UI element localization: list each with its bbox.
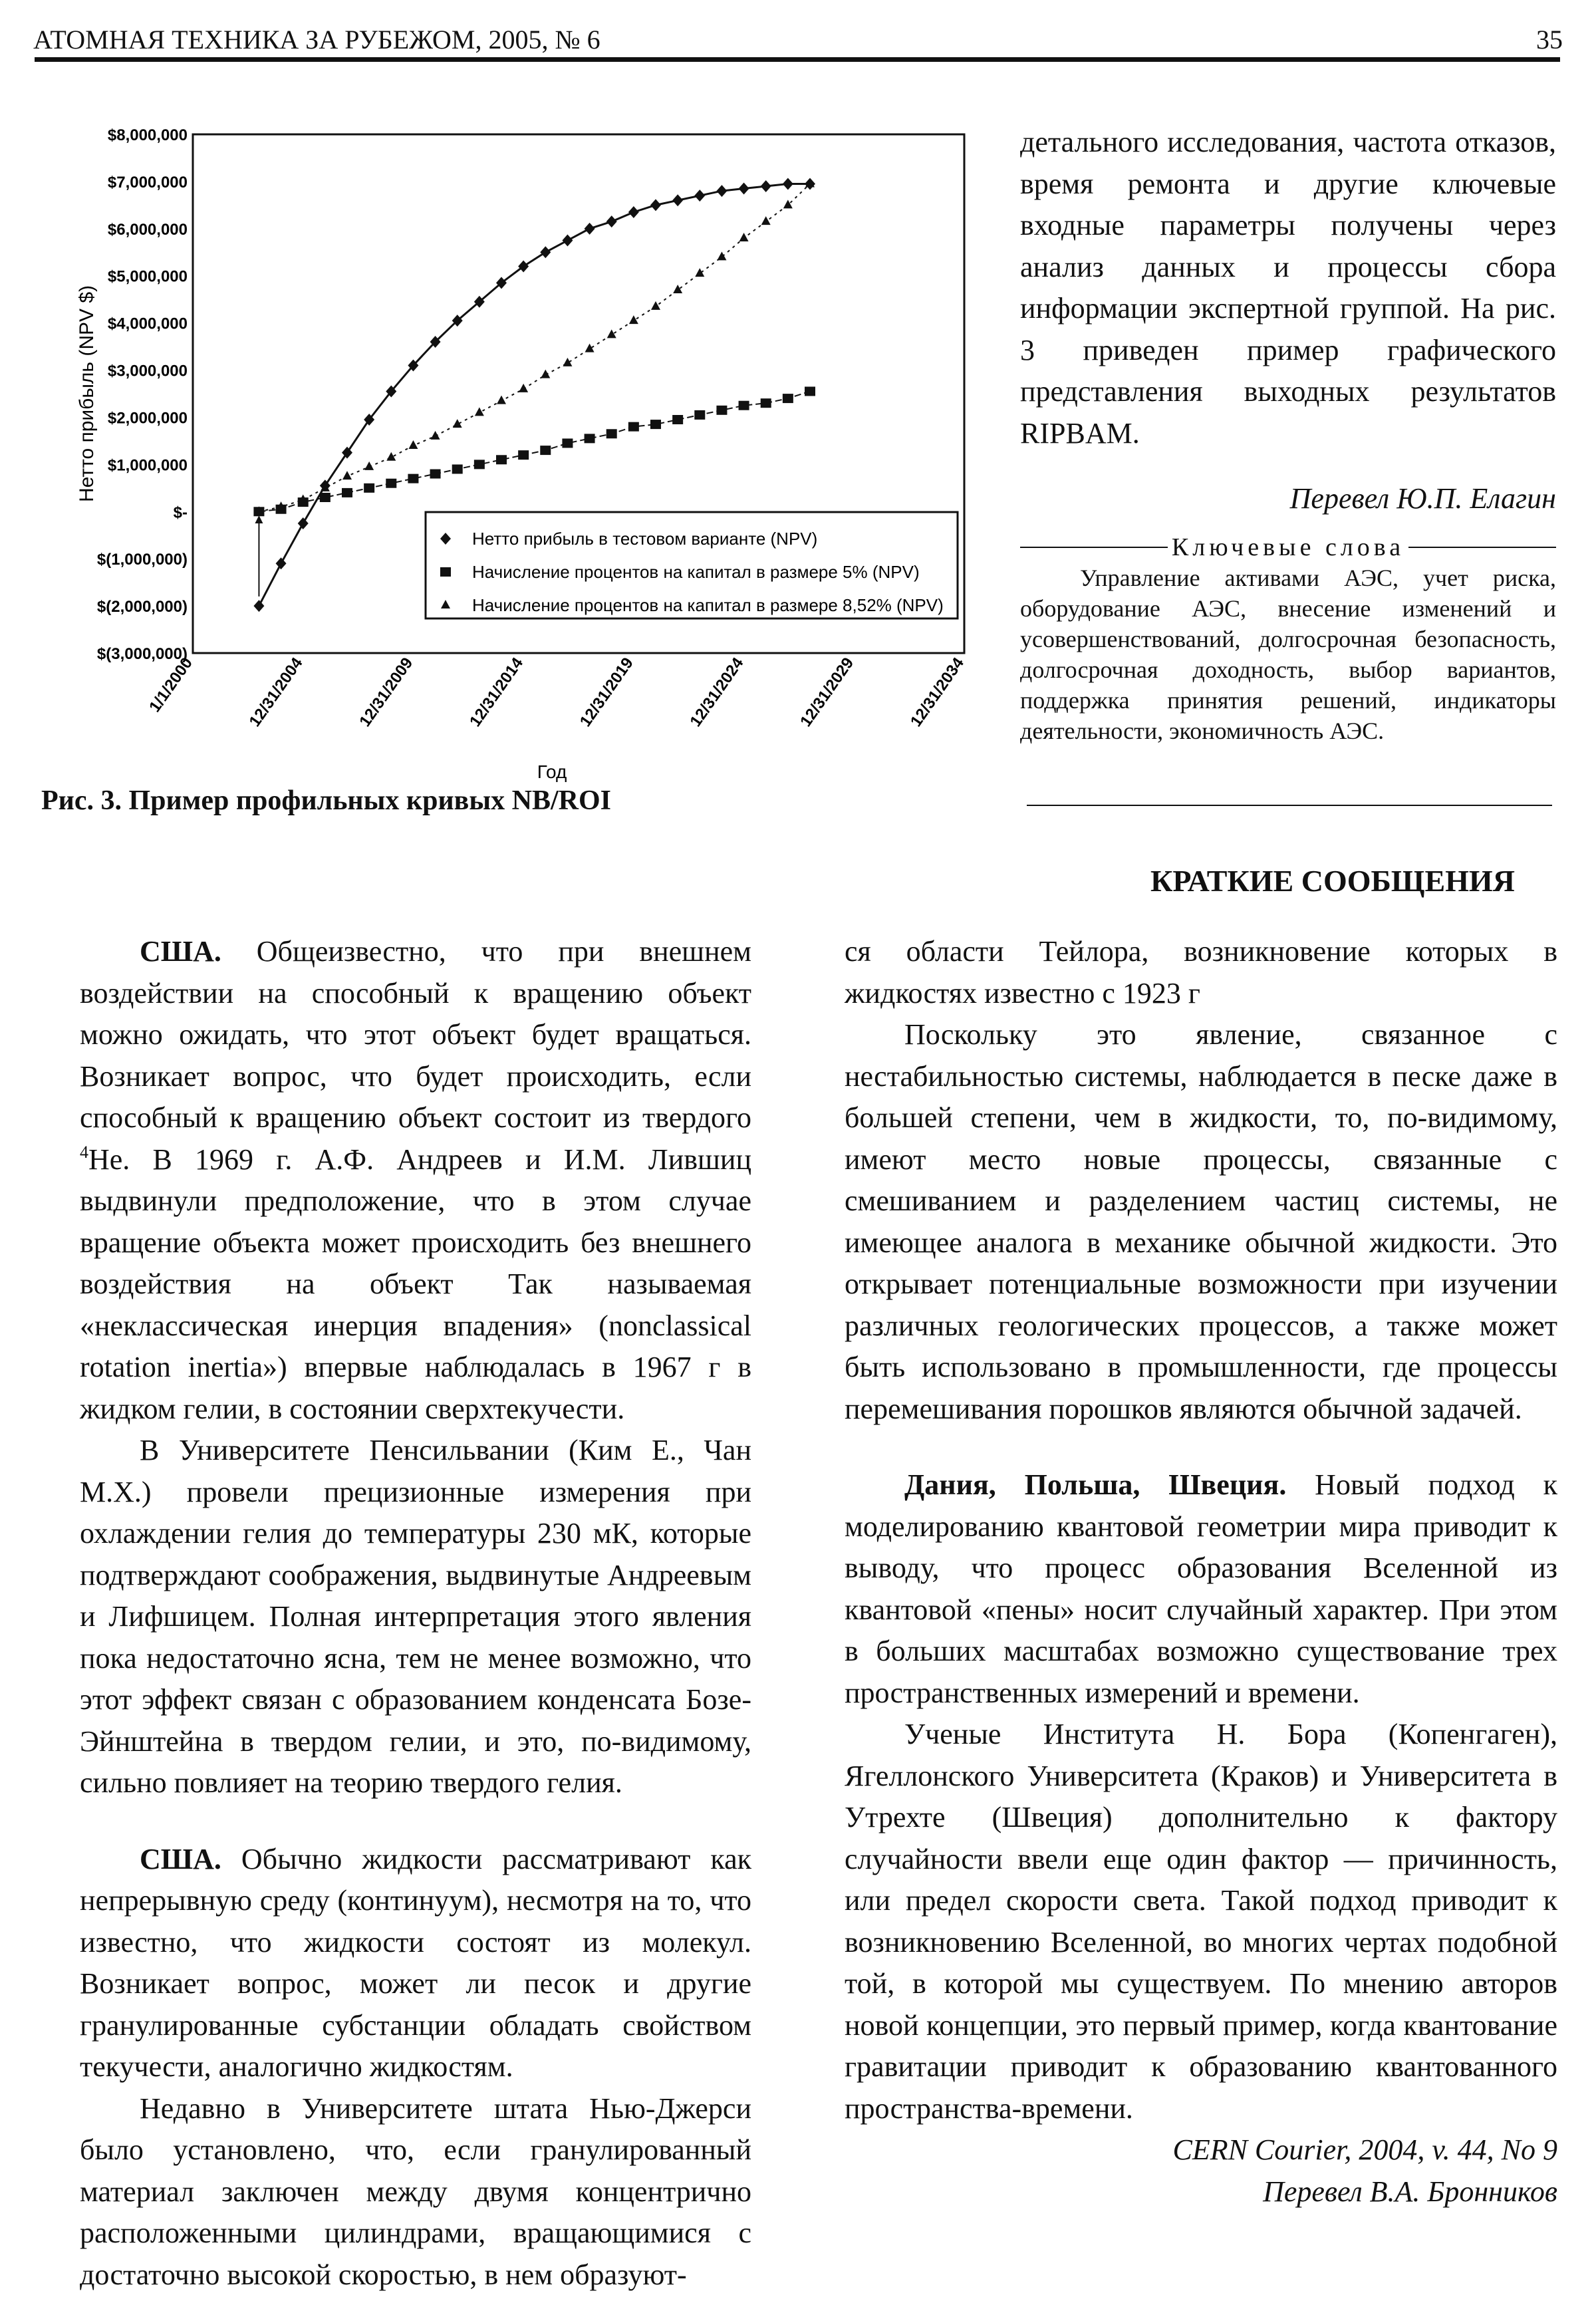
- y-tick-label: $5,000,000: [107, 267, 188, 286]
- right-top-text: [1020, 122, 1556, 520]
- y-tick-label: $6,000,000: [107, 220, 188, 239]
- legend-entry: Начисление процентов на капитал в размере 8,52% (NPV): [472, 595, 944, 615]
- triangle-marker-icon: [408, 440, 418, 449]
- diamond-marker-icon: [761, 180, 771, 192]
- square-marker-icon: [585, 434, 595, 443]
- diamond-marker-icon: [650, 199, 661, 211]
- triangle-marker-icon: [761, 216, 771, 225]
- lead-country: США.: [140, 935, 221, 968]
- x-axis-label: Год: [537, 761, 567, 782]
- triangle-marker-icon: [475, 407, 484, 416]
- y-tick-label: $7,000,000: [107, 173, 188, 192]
- arrow-head-icon: [255, 515, 263, 523]
- square-marker-icon: [496, 455, 507, 464]
- y-tick-label: $(3,000,000): [96, 645, 188, 663]
- right-column: [845, 931, 1557, 2213]
- x-tick-label: 12/31/2004: [245, 654, 307, 730]
- diamond-marker-icon: [628, 206, 639, 218]
- keywords-text: Управление активами АЭС, учет риска, оборудование АЭС, внесение изменений и усовершенствований, долгосрочная безопасность, долгосрочная доходность, выбор вариантов, поддержка принятия решений, индикаторы деятельности, экономичность АЭС.: [1020, 565, 1556, 744]
- npv-chart: [27, 100, 971, 805]
- diamond-marker-icon: [585, 223, 595, 235]
- chart-svg: [27, 100, 971, 805]
- y-tick-label: $-: [173, 503, 188, 522]
- section-title: КРАТКИЕ СООБЩЕНИЯ: [1150, 864, 1515, 898]
- square-marker-icon: [783, 394, 793, 403]
- triangle-marker-icon: [717, 251, 726, 260]
- triangle-marker-icon: [431, 431, 440, 440]
- square-marker-icon: [805, 386, 815, 396]
- left-column: [80, 931, 751, 2296]
- page-header: [33, 24, 1563, 59]
- diamond-marker-icon: [606, 215, 617, 227]
- text: Общеизвестно, что при внешнем воздействии на способный к вращению объект можно ожидать, что этот объект будет вращаться. Возникает вопрос, что будет происходить, если способный к вращению объект состоит из твердого: [80, 935, 751, 1134]
- diamond-marker-icon: [739, 183, 749, 195]
- keywords-rule: [1027, 805, 1552, 806]
- text: He. В 1969 г. А.Ф. Андреев и И.М. Лившиц выдвинули предположение, что в этом случае вращение объекта может происходить без внешнего воздействия на объект Так называемая «неклассическая инерция впадения» (nonclassical rotation inertia») впервые наблюдалась в 1967 г в жидком гелии, в состоянии сверхтекучести.: [80, 1143, 751, 1425]
- y-axis-label: Нетто прибыль (NPV $): [76, 285, 98, 503]
- y-tick-label: $(1,000,000): [96, 551, 188, 569]
- journal-title: АТОМНАЯ ТЕХНИКА ЗА РУБЕЖОМ, 2005, № 6: [33, 25, 600, 55]
- triangle-marker-icon: [563, 358, 572, 366]
- paragraph: Недавно в Университете штата Нью-Джерси было установлено, что, если гранулированный материал заключен между двумя концентрично расположенными цилиндрами, вращающимися с достаточно высокой скоростью, в нем образуют-: [80, 2092, 751, 2291]
- triangle-marker-icon: [673, 285, 682, 293]
- triangle-marker-icon: [519, 384, 528, 392]
- triangle-marker-icon: [497, 396, 506, 404]
- square-marker-icon: [430, 470, 441, 479]
- header-rule: [35, 57, 1560, 62]
- diamond-marker-icon: [694, 190, 705, 202]
- square-marker-icon: [518, 450, 529, 460]
- paragraph: В Университете Пенсильвании (Ким Е., Чан М.Х.) провели прецизионные измерения при охлаждении гелия до температуры 230 мК, которые подтверждают соображения, выдвинутые Андреевым и Лифшицем. Полная интерпретация этого явления пока недостаточно ясна, тем не менее возможно, что этот эффект связан с образованием конденсата Бозе-Эйнштейна в твердом гелии, и это, по-видимому, сильно повлияет на теорию твердого гелия.: [80, 1434, 751, 1799]
- page-number: 35: [1536, 25, 1563, 55]
- translator-signature: Перевел В.А. Бронников: [1263, 2175, 1557, 2208]
- square-marker-icon: [650, 420, 661, 429]
- square-marker-icon: [628, 422, 639, 432]
- diamond-marker-icon: [298, 517, 309, 529]
- paragraph: [80, 931, 751, 1430]
- y-tick-label: $4,000,000: [107, 315, 188, 333]
- square-marker-icon: [342, 488, 352, 497]
- x-tick-label: 12/31/2034: [906, 654, 968, 730]
- square-marker-icon: [540, 446, 551, 455]
- paragraph: Ученые Института Н. Бора (Копенгаген), Ягеллонского Университета (Краков) и Университета в Утрехте (Швеция) дополнительно к фактору случайности ввели еще один фактор — причинность, или предел скорости света. Такой подход приводит к возникновению Вселенной, во многих чертах подобной той, в которой мы существуем. По мнению авторов новой концепции, это первый пример, когда квантование гравитации приводит к образованию квантованного пространства-времени.: [845, 1718, 1557, 2125]
- keywords-block: [1020, 532, 1556, 746]
- y-tick-label: $8,000,000: [107, 126, 188, 144]
- square-marker-icon: [739, 401, 749, 410]
- triangle-marker-icon: [342, 471, 352, 479]
- y-tick-label: $1,000,000: [107, 456, 188, 475]
- x-tick-label: 12/31/2019: [576, 654, 637, 730]
- x-tick-label: 12/31/2014: [466, 654, 527, 730]
- diamond-marker-icon: [253, 600, 264, 612]
- source-citation: CERN Courier, 2004, v. 44, No 9: [1172, 2133, 1557, 2166]
- paragraph: ся области Тейлора, возникновение которых в жидкостях известно с 1923 г: [845, 935, 1557, 1010]
- divider: [1408, 547, 1556, 548]
- x-tick-label: 12/31/2009: [356, 654, 417, 730]
- figure-caption: Рис. 3. Пример профильных кривых NB/ROI: [41, 785, 612, 816]
- paragraph: Поскольку это явление, связанное с нестабильностью системы, наблюдается в песке даже в большей степени, чем в жидкости, то, по-видимому, имеют место новые процессы, связанные с смешиванием и разделением частиц системы, не имеющее аналога в механике обычной жидкости. Это открывает потенциальные возможности при изучении различных геологических процессов, а также может быть использовано в промышленности, где процессы перемешивания порошков являются обычной задачей.: [845, 1018, 1557, 1425]
- square-marker-icon: [694, 410, 705, 420]
- square-marker-icon: [562, 438, 573, 448]
- diamond-marker-icon: [716, 185, 727, 197]
- text: Обычно жидкости рассматривают как непрерывную среду (континуум), несмотря на то, что известно, что жидкости состоят из молекул. Возникает вопрос, может ли песок и другие гранулированные субстанции обладать свойством текучести, аналогично жидкостям.: [80, 1842, 751, 2083]
- square-marker-icon: [320, 493, 331, 502]
- diamond-marker-icon: [672, 194, 683, 206]
- keywords-label: Ключевые слова: [1171, 533, 1405, 561]
- square-marker-icon: [606, 429, 617, 438]
- diamond-marker-icon: [562, 235, 573, 247]
- y-tick-label: $3,000,000: [107, 362, 188, 380]
- square-marker-icon: [386, 479, 396, 488]
- paragraph: [845, 1464, 1557, 1714]
- paragraph: детального исследования, частота отказов, время ремонта и другие ключевые входные параметры получены через анализ данных и процессы сбора информации экспертной группой. На рис. 3 приведен пример графического представления выходных результатов RIPBAM.: [1020, 126, 1556, 450]
- triangle-marker-icon: [651, 301, 660, 310]
- triangle-marker-icon: [695, 268, 704, 277]
- x-tick-label: 12/31/2024: [686, 654, 747, 730]
- triangle-marker-icon: [739, 233, 749, 241]
- diamond-marker-icon: [783, 178, 793, 190]
- text: Новый подход к моделированию квантовой геометрии мира приводит к выводу, что процесс образования Вселенной из квантовой «пены» носит случайный характер. При этом в больших масштабах возможно существование трех пространственных измерений и времени.: [845, 1468, 1557, 1709]
- square-marker-icon: [364, 483, 374, 493]
- lead-country: США.: [140, 1842, 221, 1875]
- translator-signature: Перевел Ю.П. Елагин: [1289, 482, 1556, 515]
- square-marker-icon: [761, 398, 771, 408]
- y-tick-label: $2,000,000: [107, 409, 188, 428]
- y-tick-label: $(2,000,000): [96, 598, 188, 616]
- square-marker-icon: [440, 567, 451, 577]
- triangle-marker-icon: [541, 370, 550, 378]
- series-line: [259, 391, 810, 511]
- diamond-marker-icon: [276, 557, 287, 569]
- divider: [1020, 547, 1168, 548]
- square-marker-icon: [474, 460, 485, 469]
- legend-entry: Начисление процентов на капитал в размере 5% (NPV): [472, 562, 920, 582]
- triangle-marker-icon: [585, 344, 595, 352]
- x-tick-label: 1/1/2000: [146, 654, 196, 716]
- diamond-marker-icon: [540, 246, 551, 258]
- triangle-marker-icon: [607, 329, 616, 338]
- keywords-title: [1020, 532, 1556, 563]
- square-marker-icon: [408, 474, 418, 483]
- triangle-marker-icon: [364, 462, 374, 470]
- legend-entry: Нетто прибыль в тестовом варианте (NPV): [472, 529, 818, 549]
- square-marker-icon: [672, 415, 683, 424]
- spacer: [80, 1804, 751, 1839]
- square-marker-icon: [716, 406, 727, 415]
- superscript: 4: [80, 1142, 88, 1162]
- x-tick-label: 12/31/2029: [797, 654, 858, 730]
- triangle-marker-icon: [629, 315, 638, 324]
- spacer: [845, 1430, 1557, 1464]
- square-marker-icon: [452, 464, 463, 473]
- paragraph: [80, 1839, 751, 2088]
- lead-country: Дания, Польша, Швеция.: [904, 1468, 1287, 1501]
- diamond-marker-icon: [518, 261, 529, 273]
